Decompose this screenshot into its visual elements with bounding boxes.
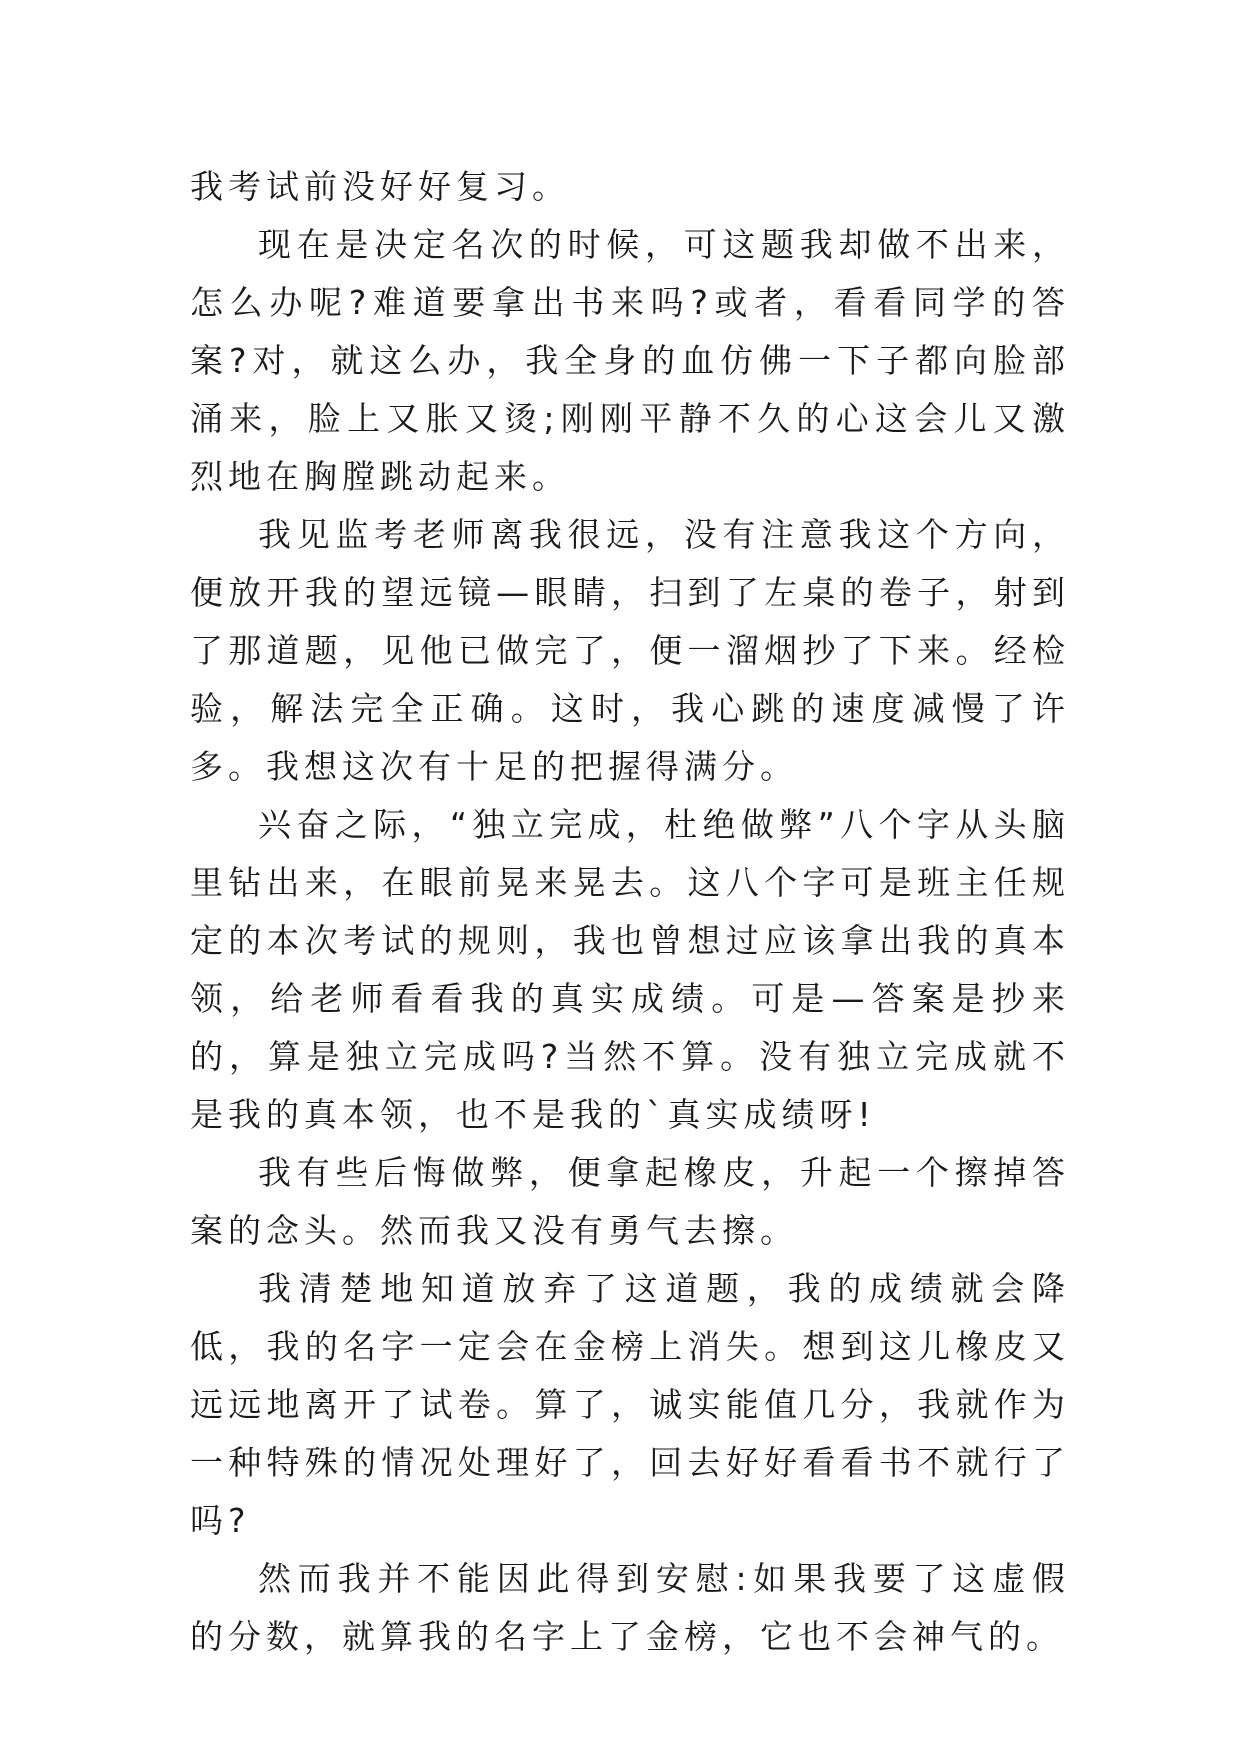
paragraph-5: 我有些后悔做弊，便拿起橡皮，升起一个擦掉答案的念头。然而我又没有勇气去擦。	[190, 1153, 1070, 1250]
paragraph-2: 现在是决定名次的时候，可这题我却做不出来，怎么办呢?难道要拿出书来吗?或者，看看同学的答案?对，就这么办，我全身的血仿佛一下子都向脸部涌来，脸上又胀又烫;刚刚平静不久的心这会儿又激烈地在胸膛跳动起来。	[190, 225, 1070, 496]
paragraph-4: 兴奋之际，“独立完成，杜绝做弊”八个字从头脑里钻出来，在眼前晃来晃去。这八个字可是班主任规定的本次考试的规则，我也曾想过应该拿出我的真本领，给老师看看我的真实成绩。可是—答案是抄来的，算是独立完成吗?当然不算。没有独立完成就不是我的真本领，也不是我的`真实成绩呀!	[190, 805, 1070, 1134]
paragraph-6: 我清楚地知道放弃了这道题，我的成绩就会降低，我的名字一定会在金榜上消失。想到这儿橡皮又远远地离开了试卷。算了，诚实能值几分，我就作为一种特殊的情况处理好了，回去好好看看书不就行了吗?	[190, 1269, 1070, 1540]
paragraph-3: 我见监考老师离我很远，没有注意我这个方向，便放开我的望远镜—眼睛，扫到了左桌的卷子，射到了那道题，见他已做完了，便一溜烟抄了下来。经检验，解法完全正确。这时，我心跳的速度减慢了许多。我想这次有十足的把握得满分。	[190, 515, 1070, 786]
paragraph-1: 我考试前没好好复习。	[190, 167, 570, 206]
document-body	[190, 158, 1070, 1666]
paragraph-7: 然而我并不能因此得到安慰:如果我要了这虚假的分数，就算我的名字上了金榜，它也不会神气的。	[190, 1559, 1070, 1656]
